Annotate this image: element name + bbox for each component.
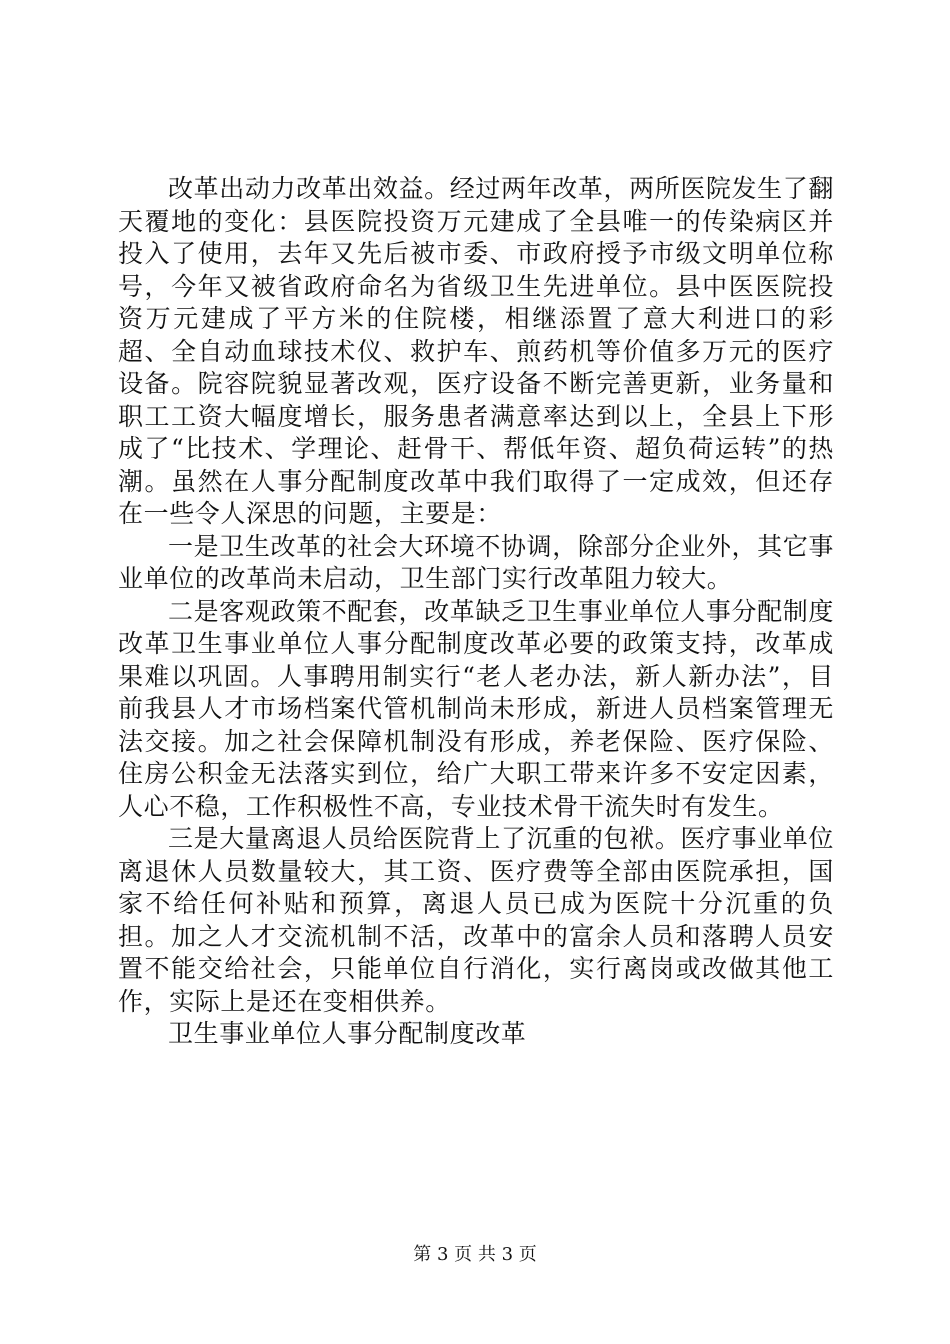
paragraph-1: 改革出动力改革出效益。经过两年改革，两所医院发生了翻天覆地的变化：县医院投资万元建成了全县唯一的传染病区并投入了使用，去年又先后被市委、市政府授予市级文明单位称号，今年又被省政府命名为省级卫生先进单位。县中医医院投资万元建成了平方米的住院楼，相继添置了意大利进口的彩超、全自动血球技术仪、救护车、煎药机等价值多万元的医疗设备。院容院貌显著改观，医疗设备不断完善更新，业务量和职工工资大幅度增长，服务患者满意率达到以上，全县上下形成了“比技术、学理论、赶骨干、帮低年资、超负荷运转”的热潮。虽然在人事分配制度改革中我们取得了一定成效，但还存在一些令人深思的问题，主要是：	[118, 174, 834, 528]
paragraph-5: 卫生事业单位人事分配制度改革	[168, 1019, 527, 1048]
page-footer: 第 3 页 共 3 页	[413, 1244, 537, 1265]
paragraph-3: 二是客观政策不配套，改革缺乏卫生事业单位人事分配制度改革卫生事业单位人事分配制度改革必要的政策支持，改革成果难以巩固。人事聘用制实行“老人老办法，新人新办法”，目前我县人才市场档案代管机制尚未形成，新进人员档案管理无法交接。加之社会保障机制没有形成，养老保险、医疗保险、住房公积金无法落实到位，给广大职工带来许多不安定因素，人心不稳，工作积极性不高，专业技术骨干流失时有发生。	[118, 596, 834, 821]
document-body	[118, 173, 834, 1051]
paragraph-4: 三是大量离退人员给医院背上了沉重的包袱。医疗事业单位离退休人员数量较大，其工资、医疗费等全部由医院承担，国家不给任何补贴和预算，离退人员已成为医院十分沉重的负担。加之人才交流机制不活，改革中的富余人员和落聘人员安置不能交给社会，只能单位自行消化，实行离岗或改做其他工作，实际上是还在变相供养。	[118, 824, 834, 1016]
paragraph-2: 一是卫生改革的社会大环境不协调，除部分企业外，其它事业单位的改革尚未启动，卫生部门实行改革阻力较大。	[118, 531, 834, 593]
